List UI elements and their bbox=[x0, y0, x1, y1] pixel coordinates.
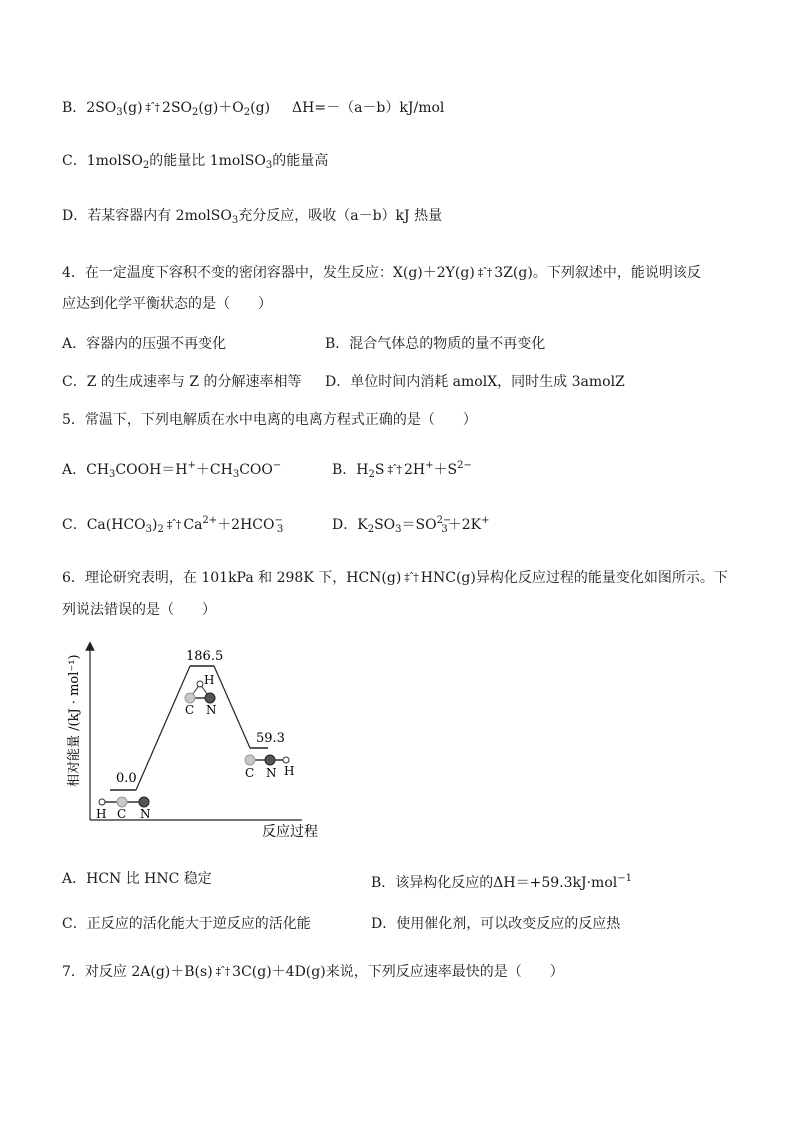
svg-text:H: H bbox=[204, 673, 215, 687]
q6-option-d: D．使用催化剂，可以改变反应的反应热 bbox=[371, 916, 621, 932]
transition-state-molecule-icon bbox=[185, 673, 217, 717]
q3-option-d: D．若某容器内有 2molSO$_3$充分反应，吸收（a－b）kJ 热量 bbox=[62, 208, 443, 226]
equilibrium-arrow-icon: ‡ˆ† bbox=[477, 266, 492, 279]
q6-option-a: A．HCN 比 HNC 稳定 bbox=[62, 871, 212, 887]
q4-stem-line2: 应达到化学平衡状态的是（ ） bbox=[62, 296, 272, 312]
q5-stem: 5．常温下，下列电解质在水中电离的电离方程式正确的是（ ） bbox=[62, 412, 477, 428]
svg-text:N: N bbox=[206, 703, 217, 717]
path-down bbox=[214, 666, 250, 748]
q4-option-d: D．单位时间内消耗 amolX，同时生成 3amolZ bbox=[325, 374, 625, 390]
q5-option-b: B．$H_2S$ ‡ˆ† $2H^++S^{2-}$ bbox=[332, 460, 472, 480]
hnc-molecule-icon bbox=[245, 755, 294, 780]
label-ts: 186.5 bbox=[186, 649, 224, 664]
equilibrium-arrow-icon: ‡ˆ† bbox=[404, 571, 418, 584]
svg-text:C: C bbox=[245, 766, 255, 780]
svg-text:C: C bbox=[185, 703, 195, 717]
q5-option-c: C．$Ca(HCO_3)_2$ ‡ˆ† $Ca^{2+}+2HCO^-_3$ bbox=[62, 515, 284, 535]
q6-option-c: C．正反应的活化能大于逆反应的活化能 bbox=[62, 916, 311, 932]
q4-option-a: A．容器内的压强不再变化 bbox=[62, 336, 227, 352]
svg-text:H: H bbox=[96, 807, 107, 821]
label-end: 59.3 bbox=[256, 731, 285, 746]
q4-stem-line1: 4．在一定温度下容积不变的密闭容器中，发生反应：X(g)＋2Y(g) ‡ˆ† 3Z(g)。下列叙述中，能说明该反 bbox=[62, 265, 701, 281]
q3-option-b: B．$2SO_3(g)$ ‡ˆ† $2SO_2(g)+O_2(g)$ ΔH=－（a－b）kJ/mol bbox=[62, 100, 445, 118]
svg-text:N: N bbox=[140, 807, 151, 821]
svg-text:H: H bbox=[284, 764, 295, 778]
x-axis-label: 反应过程 bbox=[262, 824, 318, 840]
svg-text:N: N bbox=[266, 766, 277, 780]
q6-option-b: B．该异构化反应的ΔH＝+59.3kJ·mol$^{-1}$ bbox=[371, 873, 632, 891]
q6-stem-line2: 列说法错误的是（ ） bbox=[62, 602, 216, 618]
q7-stem: 7．对反应 2A(g)＋B(s) ‡ˆ† 3C(g)＋4D(g)来说，下列反应速率最快的是（ ） bbox=[62, 964, 564, 980]
q5-option-a: A．$CH_3COOH=H^++CH_3COO^-$ bbox=[62, 460, 282, 480]
q6-stem-line1: 6．理论研究表明，在 101kPa 和 298K 下，HCN(g) ‡ˆ† HNC(g)异构化反应过程的能量变化如图所示。下 bbox=[62, 570, 728, 586]
equilibrium-arrow-icon: ‡ˆ† bbox=[166, 518, 181, 531]
svg-text:C: C bbox=[117, 807, 127, 821]
equilibrium-arrow-icon: ‡ˆ† bbox=[387, 463, 401, 476]
q4-option-b: B．混合气体总的物质的量不再变化 bbox=[325, 336, 546, 352]
equilibrium-arrow-icon: ‡ˆ† bbox=[145, 101, 160, 114]
q5-option-d: D．$K_2SO_3=SO^{2-}_3+2K^+$ bbox=[332, 515, 490, 535]
q3-option-c: C．1molSO$_2$的能量比 1molSO$_3$的能量高 bbox=[62, 153, 329, 171]
q4-option-c: C．Z 的生成速率与 Z 的分解速率相等 bbox=[62, 374, 302, 390]
energy-diagram bbox=[62, 642, 342, 842]
label-start: 0.0 bbox=[116, 771, 137, 786]
path-up bbox=[136, 666, 190, 790]
y-axis-label: 相对能量 /(kJ · mol⁻¹) bbox=[67, 654, 82, 787]
hcn-molecule-icon bbox=[96, 797, 151, 821]
equilibrium-arrow-icon: ‡ˆ† bbox=[215, 965, 230, 978]
